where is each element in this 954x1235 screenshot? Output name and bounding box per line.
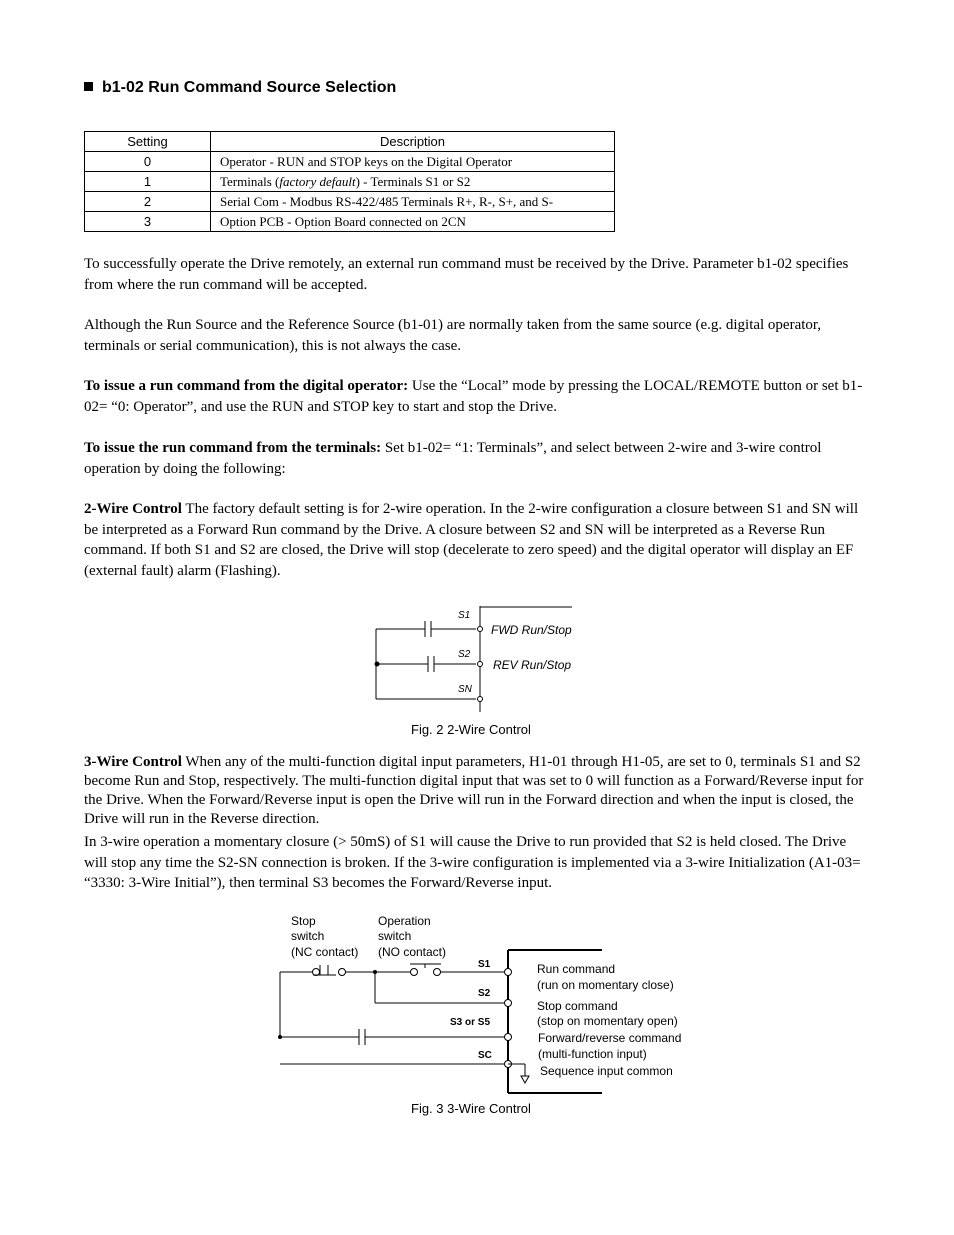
ground-arrow-icon — [521, 1076, 529, 1083]
sequence-common-label: Sequence input common — [540, 1064, 673, 1078]
paragraph-lead: 2-Wire Control — [84, 501, 182, 517]
settings-table — [84, 131, 615, 232]
fwd-label: FWD Run/Stop — [491, 623, 572, 637]
description-cell: Operator - RUN and STOP keys on the Digital Operator — [211, 152, 615, 172]
setting-cell: 0 — [85, 152, 211, 172]
paragraph-terminals — [84, 438, 870, 479]
paragraph-3-wire — [84, 753, 870, 829]
stop-switch-label: Stop — [291, 914, 316, 928]
paragraph-digital-operator — [84, 376, 870, 417]
paragraph-body: The factory default setting is for 2-wire operation. In the 2-wire configuration a closure between S1 and SN will be interpreted as a Forward Run command by the Drive. A closure between S2 and SN will be interpreted as a Reverse Run command. If both S1 and S2 are closed, the Drive will stop (decelerate to zero speed) and the digital operator will display an EF (external fault) alarm (Flashing). — [84, 501, 859, 579]
junction-dot — [375, 662, 380, 667]
figure-3-caption: Fig. 3 3-Wire Control — [411, 1101, 531, 1116]
operation-switch-label: Operation — [378, 914, 431, 928]
square-bullet-icon — [84, 82, 93, 91]
section-heading-text: b1-02 Run Command Source Selection — [102, 79, 397, 96]
section-heading — [84, 79, 396, 97]
sn-label: SN — [458, 684, 472, 695]
description-cell: Option PCB - Option Board connected on 2CN — [211, 212, 615, 232]
table-row — [85, 172, 615, 192]
junction-dot — [373, 970, 377, 974]
operation-switch-terminal — [411, 969, 418, 976]
setting-cell: 1 — [85, 172, 211, 192]
table-row — [85, 152, 615, 172]
operation-switch-label: switch — [378, 929, 412, 943]
stop-switch-label: switch — [291, 929, 325, 943]
sc-label: SC — [478, 1050, 492, 1061]
stop-command-label: Stop command — [537, 999, 618, 1013]
description-text: Terminals ( — [220, 174, 280, 189]
description-text: ) - Terminals S1 or S2 — [355, 174, 471, 189]
s1-label: S1 — [478, 959, 491, 970]
run-command-label: Run command — [537, 962, 616, 976]
s3-terminal — [505, 1034, 512, 1041]
s1-terminal — [505, 969, 512, 976]
figure-2-caption: Fig. 2 2-Wire Control — [411, 722, 531, 737]
forward-reverse-label: Forward/reverse command — [538, 1031, 682, 1045]
paragraph-intro: To successfully operate the Drive remotely, an external run command must be received by the Drive. Parameter b1-02 specifies from where the run command will be accepted. — [84, 256, 849, 293]
paragraph-body: Use the “Local” mode by pressing the LOCAL/REMOTE button or set b1-02= “0: Operator”, and use the RUN and STOP key to start and stop the Drive. — [84, 378, 863, 415]
paragraph-run-source: Although the Run Source and the Reference Source (b1-01) are normally taken from the same source (e.g. digital operator, terminals or serial communication), this is not always the case. — [84, 317, 822, 354]
forward-reverse-note: (multi-function input) — [538, 1047, 647, 1061]
stop-switch-label: (NC contact) — [291, 945, 359, 959]
setting-cell: 2 — [85, 192, 211, 212]
paragraph-lead: To issue the run command from the terminals: — [84, 440, 382, 456]
s2-label: S2 — [478, 988, 491, 999]
run-command-note: (run on momentary close) — [537, 978, 674, 992]
paragraph-2-wire — [84, 499, 870, 581]
operation-switch-label: (NO contact) — [378, 945, 447, 959]
column-header-description: Description — [211, 132, 615, 152]
paragraph-body: Set b1-02= “1: Terminals”, and select between 2-wire and 3-wire control operation by doing the following: — [84, 440, 822, 477]
setting-cell: 3 — [85, 212, 211, 232]
s1-terminal — [478, 627, 483, 632]
sn-terminal — [478, 697, 483, 702]
paragraph-3-wire-operation: In 3-wire operation a momentary closure (> 50mS) of S1 will cause the Drive to run provided that S2 is held closed. The Drive will stop any time the S2-SN connection is broken. If the 3-wire configuration is implemented via a 3-wire Initialization (A1-03= “3330: 3-Wire Initial”), then terminal S3 becomes the Forward/Reverse input. — [84, 834, 861, 891]
s2-label: S2 — [458, 649, 471, 660]
paragraph-lead: To issue a run command from the digital operator: — [84, 378, 409, 394]
junction-dot — [278, 1035, 282, 1039]
stop-command-note: (stop on momentary open) — [537, 1014, 678, 1028]
table-row — [85, 192, 615, 212]
three-wire-diagram — [270, 910, 710, 1100]
rev-label: REV Run/Stop — [493, 658, 572, 672]
table-row — [85, 212, 615, 232]
operation-switch-terminal — [434, 969, 441, 976]
description-cell: Serial Com - Modbus RS-422/485 Terminals R+, R-, S+, and S- — [211, 192, 615, 212]
s1-label: S1 — [458, 610, 471, 621]
s2-terminal — [505, 1000, 512, 1007]
stop-switch-terminal — [313, 969, 320, 976]
two-wire-diagram — [370, 600, 580, 716]
s3-label: S3 or S5 — [450, 1017, 491, 1028]
description-cell — [211, 172, 615, 192]
column-header-setting: Setting — [85, 132, 211, 152]
paragraph-body: When any of the multi-function digital input parameters, H1-01 through H1-05, are set to 0, terminals S1 and S2 become Run and Stop, respectively. The multi-function digital input that was set to 0 will function as a Forward/Reverse input for the Drive. When the Forward/Reverse input is open the Drive will run in the Forward direction and when the input is closed, the Drive will run in the Reverse direction. — [84, 754, 864, 827]
stop-switch-terminal — [339, 969, 346, 976]
table-header-row — [85, 132, 615, 152]
paragraph-lead: 3-Wire Control — [84, 754, 182, 770]
description-emphasis: factory default — [279, 174, 356, 189]
s2-terminal — [478, 662, 483, 667]
